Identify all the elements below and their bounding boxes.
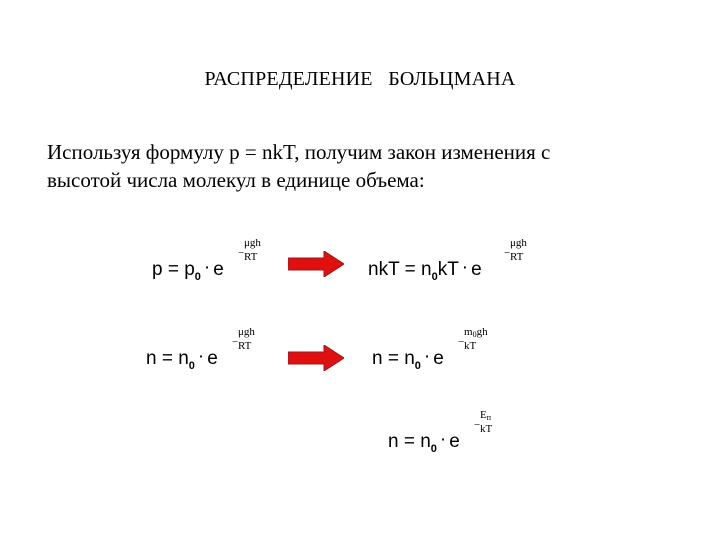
formula-nkT: nkT = $n_0kT \cdot e$ − μgh RT: [368, 237, 527, 283]
intro-text: [47, 138, 687, 194]
formula-concentration-molecular: $n = n_0 \cdot e$ − $m_0gh$ kT: [372, 326, 488, 372]
intro-line-2: высотой числа молекул в единице объема:: [47, 168, 425, 192]
right-arrow-icon: [288, 345, 344, 371]
formula-concentration-potential-energy: $n = n_0 \cdot e$ − $E_п$ kT: [388, 409, 493, 455]
intro-line-1: Используя формулу p = nkT, получим закон изменения с: [47, 140, 551, 164]
formula-pressure-barometric: $p = p_0 \cdot e$ − μgh RT: [152, 237, 261, 283]
right-arrow-icon: [288, 251, 344, 277]
formula-lhs: p = p: [152, 259, 195, 280]
page-title: РАСПРЕДЕЛЕНИЕ БОЛЬЦМАНА: [204, 68, 516, 90]
formula-concentration-molar: $n = n_0 \cdot e$ − μgh RT: [146, 326, 255, 372]
